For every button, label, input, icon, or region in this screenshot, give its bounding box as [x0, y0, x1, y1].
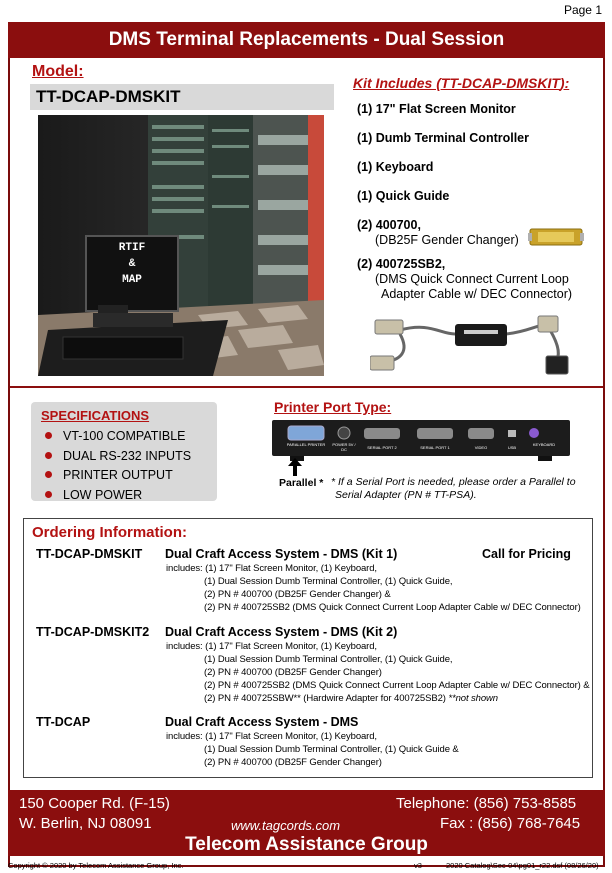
- specifications-title: SPECIFICATIONS: [41, 408, 150, 423]
- kit-item: (2) 400700,: [357, 218, 421, 232]
- page-number: Page 1: [563, 3, 602, 17]
- spec-item: [41, 466, 217, 486]
- phone-number: (856) 753-8585: [473, 795, 577, 812]
- kit-item: (2) 400725SB2,: [357, 257, 446, 271]
- spec-item: [41, 486, 217, 506]
- product-name: Dual Craft Access System - DMS: [165, 715, 359, 729]
- specifications-panel: [31, 402, 217, 501]
- bullet-icon: [45, 432, 52, 439]
- note-line: Serial Adapter (PN # TT-PSA).: [335, 489, 477, 501]
- product-sku: TT-DCAP-DMSKIT: [36, 547, 143, 561]
- kit-item: (1) 17" Flat Screen Monitor: [357, 102, 516, 116]
- product-include-line: (1) Dual Session Dumb Terminal Controller, (1) Quick Guide,: [204, 654, 453, 665]
- port-label: SERIAL PORT 1: [420, 445, 450, 450]
- not-shown-note: **not shown: [448, 693, 498, 704]
- kit-item: (1) Quick Guide: [357, 189, 450, 203]
- version-label: v3: [414, 861, 422, 870]
- footer-banner: [8, 790, 605, 856]
- bullet-icon: [45, 491, 52, 498]
- port-label: KEYBOARD: [532, 442, 556, 447]
- phone-label: Telephone:: [396, 795, 470, 812]
- catalog-reference: 2020 Catalog\Sec-04\pg01_r22.dsf (08/26/20): [446, 861, 599, 870]
- port-label: SERIAL PORT 2: [367, 445, 397, 450]
- fax-number: (856) 768-7645: [477, 815, 581, 832]
- fax-label: Fax :: [440, 815, 474, 832]
- product-include-line: [204, 693, 498, 705]
- port-label: PARALLEL PRINTER: [286, 442, 326, 447]
- spec-item-text: PRINTER OUTPUT: [63, 468, 173, 482]
- screen-line: &: [128, 258, 136, 270]
- product-include-line: (2) PN # 400725SB2 (DMS Quick Connect Current Loop Adapter Cable w/ DEC Connector): [204, 602, 581, 613]
- website-link[interactable]: www.tagcords.com: [231, 818, 341, 833]
- screen-line: RTIF: [118, 242, 146, 254]
- printer-port-title: Printer Port Type:: [274, 399, 392, 415]
- section-divider: [10, 386, 603, 388]
- product-sku: TT-DCAP: [36, 715, 91, 729]
- product-include-line: includes: (1) 17" Flat Screen Monitor, (1) Keyboard,: [166, 641, 377, 652]
- monitor-screen-text: [86, 240, 178, 300]
- product-include-line: includes: (1) 17" Flat Screen Monitor, (1) Keyboard,: [166, 731, 377, 742]
- spec-item-text: LOW POWER: [63, 487, 143, 502]
- company-name: Telecom Assistance Group: [185, 834, 428, 855]
- spec-item: [41, 427, 217, 447]
- address-line: W. Berlin, NJ 08091: [19, 815, 152, 832]
- printer-port-note: [331, 476, 591, 502]
- kit-includes-title: [353, 75, 569, 91]
- spec-item-text: DUAL RS-232 INPUTS: [63, 448, 192, 463]
- bullet-icon: [45, 452, 52, 459]
- product-include-line: (2) PN # 400725SB2 (DMS Quick Connect Current Loop Adapter Cable w/ DEC Connector) &: [204, 680, 590, 691]
- kit-title-sku: TT-DCAP-DMSKIT: [440, 75, 560, 91]
- note-line: * If a Serial Port is needed, please order a Parallel to: [331, 476, 576, 488]
- product-price: Call for Pricing: [482, 547, 571, 561]
- port-label: POWER 5V / DC: [332, 442, 356, 452]
- parallel-label: Parallel *: [279, 477, 324, 489]
- kit-item-detail: (DB25F Gender Changer): [375, 233, 519, 247]
- product-include-line: (1) Dual Session Dumb Terminal Controller, (1) Quick Guide,: [204, 576, 453, 587]
- company-address: [19, 794, 170, 834]
- spec-item-text: VT-100 COMPATIBLE: [63, 429, 186, 443]
- page-title: DMS Terminal Replacements - Dual Session: [8, 22, 605, 58]
- kit-title-suffix: ):: [559, 75, 570, 91]
- product-include-line: includes: (1) 17" Flat Screen Monitor, (1) Keyboard,: [166, 563, 377, 574]
- product-name: Dual Craft Access System - DMS (Kit 1): [165, 547, 398, 561]
- product-include-line: (1) Dual Session Dumb Terminal Controller, (1) Quick Guide &: [204, 744, 459, 755]
- contact-numbers: [396, 794, 580, 834]
- kit-item: (1) Keyboard: [357, 160, 434, 174]
- product-sku: TT-DCAP-DMSKIT2: [36, 625, 150, 639]
- arrow-up-icon: [288, 458, 302, 476]
- product-include-line: (2) PN # 400700 (DB25F Gender Changer): [204, 757, 382, 768]
- product-photo: [38, 115, 324, 376]
- product-photo-illustration: [38, 115, 324, 376]
- model-name: TT-DCAP-DMSKIT: [30, 84, 334, 110]
- kit-title-prefix: Kit Includes (: [353, 75, 441, 91]
- product-include-line: (2) PN # 400700 (DB25F Gender Changer): [204, 667, 382, 678]
- kit-item-detail: (DMS Quick Connect Current Loop: [375, 272, 569, 286]
- copyright: Copyright © 2020 by Telecom Assistance Group, Inc.: [8, 861, 184, 870]
- kit-item-detail: Adapter Cable w/ DEC Connector): [381, 287, 573, 301]
- kit-item: (1) Dumb Terminal Controller: [357, 131, 530, 145]
- spec-item: [41, 447, 217, 467]
- controller-rear-panel: [272, 418, 570, 462]
- port-label: USB: [507, 445, 517, 450]
- model-label: Model:: [32, 63, 84, 80]
- bullet-icon: [45, 471, 52, 478]
- adapter-cable-image: [370, 312, 580, 376]
- product-include-line: (2) PN # 400700 (DB25F Gender Changer) &: [204, 589, 391, 600]
- gender-changer-image: [528, 225, 584, 249]
- port-label: VIDEO: [474, 445, 488, 450]
- ordering-title: Ordering Information:: [32, 524, 187, 541]
- include-text: (2) PN # 400725SBW** (Hardwire Adapter for 400725SB2): [204, 693, 446, 704]
- product-name: Dual Craft Access System - DMS (Kit 2): [165, 625, 398, 639]
- address-line: 150 Cooper Rd. (F-15): [19, 795, 170, 812]
- screen-line: MAP: [122, 274, 142, 286]
